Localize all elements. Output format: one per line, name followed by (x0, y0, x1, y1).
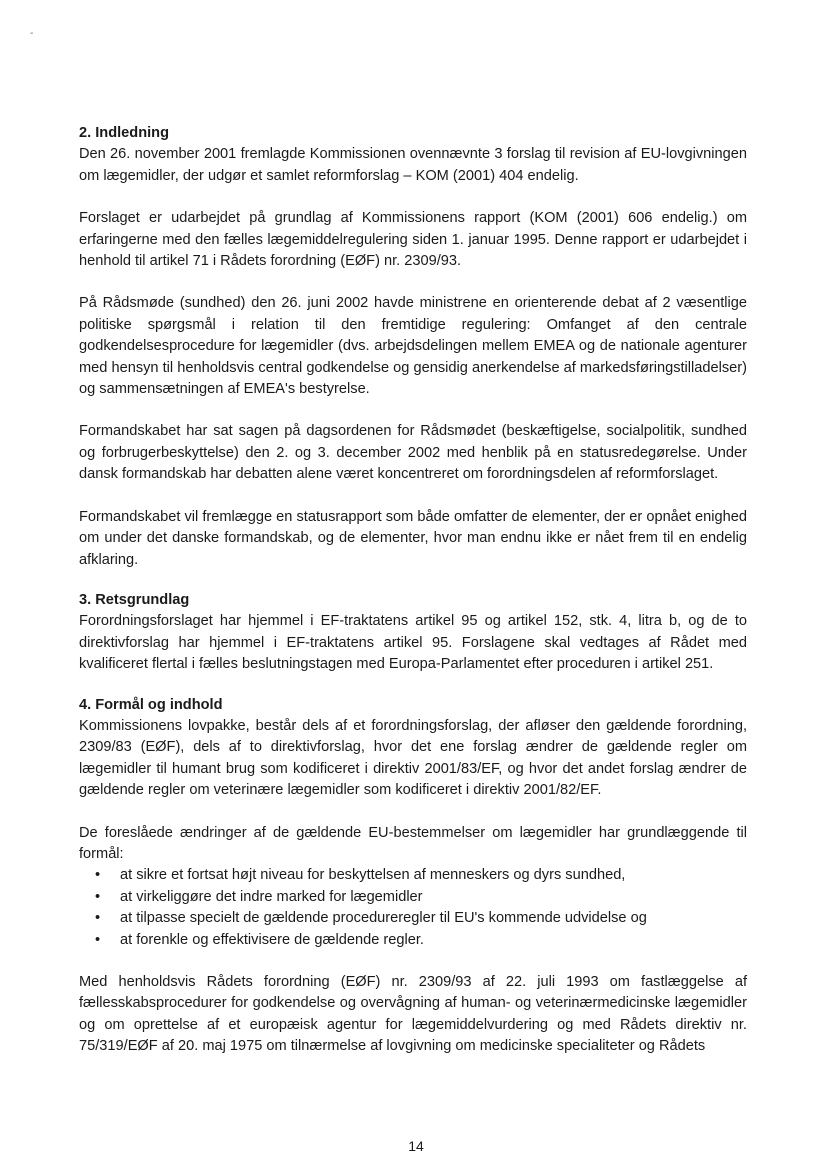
section-heading-formaal: 4. Formål og indhold (79, 696, 223, 713)
paragraph: Kommissionens lovpakke, består dels af et forordningsforslag, der afløser den gældende forordning, 2309/83 (EØF), dels af to direktivforslag, hvor det ene forslag ændrer de gældende regler om lægemidler til humant brug som kodificeret i direktiv 2001/83/EF, og hvor det andet forslag ændrer de gældende regler om veterinære lægemidler som kodificeret i direktiv 2001/82/EF. (79, 717, 747, 799)
list-item: • at forenkle og effektivisere de gældende regler. (79, 930, 747, 951)
list-item: • at virkeliggøre det indre marked for lægemidler (79, 887, 747, 908)
paragraph: Forslaget er udarbejdet på grundlag af Kommissionens rapport (KOM (2001) 606 endelig.) om erfaringerne med den fælles lægemiddelregulering siden 1. januar 1995. Denne rapport er udarbejdet i henhold til artikel 71 i Rådets forordning (EØF) nr. 2309/93. (79, 210, 747, 270)
section-heading-retsgrundlag: 3. Retsgrundlag (79, 591, 190, 608)
paragraph: Med henholdsvis Rådets forordning (EØF) nr. 2309/93 af 22. juli 1993 om fastlæggelse af fællesskabsprocedurer for godkendelse og overvågning af human- og veterinærmedicinske lægemidler og om oprettelse af et europæisk agentur for lægemiddelvurdering og med Rådets direktiv nr. 75/319/EØF af 20. maj 1975 om tilnærmelse af lovgivning om medicinske specialiteter og Rådets (79, 974, 747, 1055)
paragraph: På Rådsmøde (sundhed) den 26. juni 2002 havde ministrene en orienterende debat af 2 væsentlige politiske spørgsmål i relation til den fremtidige regulering: Omfanget af den centrale godkendelsesprocedure for lægemidler (dvs. arbejdsdelingen mellem EMEA og de nationale agenturer med hensyn til henholdsvis central godkendelse og gensidig anerkendelse af markedsføringstilladelser) og sammensætningen af EMEA's bestyrelse. (79, 295, 747, 398)
bullet-list (79, 865, 747, 951)
paragraph: Formandskabet vil fremlægge en statusrapport som både omfatter de elementer, der er opnået enighed om under det danske formandskab, og de elementer, hvor man endnu ikke er nået frem til en endelig afklaring. (79, 508, 747, 568)
paragraph: Forordningsforslaget har hjemmel i EF-traktatens artikel 95 og artikel 152, stk. 4, litra b, og de to direktivforslag har hjemmel i EF-traktatens artikel 95. Forslagene skal vedtages af Rådet med kvalificeret flertal i fælles beslutningstagen med Europa-Parlamentet efter proceduren i artikel 251. (79, 613, 747, 673)
paragraph: De foreslåede ændringer af de gældende EU-bestemmelser om lægemidler har grundlæggende til formål: (79, 824, 747, 862)
page-number: 14 (408, 1138, 424, 1154)
list-item: • at tilpasse specielt de gældende procedureregler til EU's kommende udvidelse og (79, 908, 747, 929)
page-content (79, 123, 747, 1058)
paragraph: Formandskabet har sat sagen på dagsordenen for Rådsmødet (beskæftigelse, socialpolitik, sundhed og forbrugerbeskyttelse) den 2. og 3. december 2002 med henblik på en statusredegørelse. Under dansk formandskab har debatten alene været koncentreret om forordningsdelen af reformforslaget. (79, 423, 747, 483)
list-item: • at sikre et fortsat højt niveau for beskyttelsen af menneskers og dyrs sundhed, (79, 865, 747, 886)
section-heading-indledning: 2. Indledning (79, 125, 169, 141)
corner-mark: - (30, 28, 34, 39)
paragraph: Den 26. november 2001 fremlagde Kommissionen ovennævnte 3 forslag til revision af EU-lovgivningen om lægemidler, der udgør et samlet reformforslag – KOM (2001) 404 endelig. (79, 146, 747, 184)
